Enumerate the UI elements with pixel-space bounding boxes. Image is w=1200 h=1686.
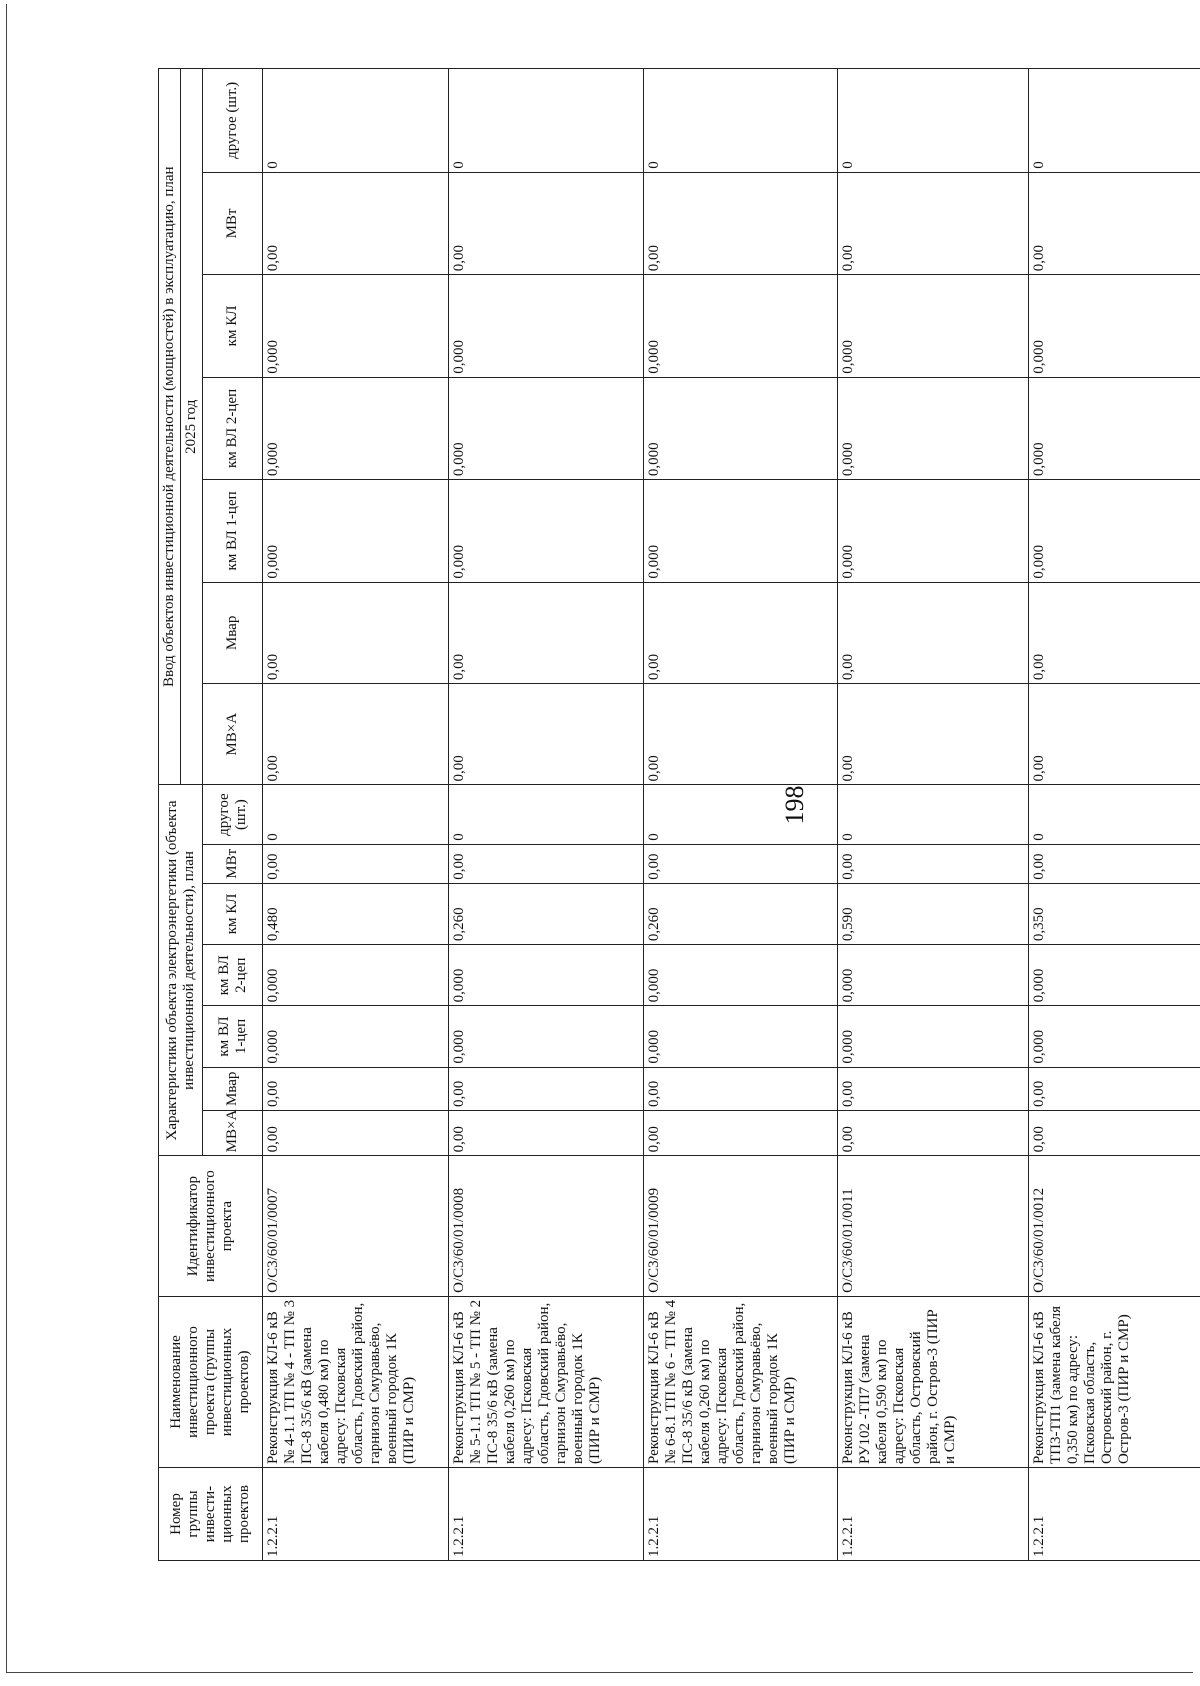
plan-value: 0,000 [643, 480, 837, 582]
characteristic-value: 0 [449, 785, 643, 844]
plan-value: 0,00 [449, 172, 643, 274]
header-characteristics: Характеристики объекта электроэнергетики (объекта инвестиционной деятельности), план [159, 785, 203, 1156]
characteristic-value: 0,000 [1028, 945, 1200, 1006]
characteristic-value: 0,480 [263, 883, 449, 944]
project-name-cell: Реконструкция КЛ-6 кВ РУ102 -ТП7 (замена кабеля 0,590 км) по адресу: Псковская область, Островский район, г. Остров-3 (ПИР и СМР) [837, 1296, 1028, 1467]
characteristic-value: 0,260 [643, 883, 837, 944]
plan-value: 0,00 [1028, 684, 1200, 785]
table-row [643, 69, 837, 1561]
unit-header: км КЛ [203, 275, 263, 377]
identifier-cell: О/С3/60/01/0011 [837, 1156, 1028, 1297]
unit-header: км ВЛ 1-цеп [203, 1006, 263, 1067]
plan-value: 0,00 [263, 582, 449, 683]
group-number-cell: 1.2.2.1 [837, 1468, 1028, 1561]
table-row [837, 69, 1028, 1561]
plan-value: 0,00 [643, 582, 837, 683]
plan-value: 0,000 [1028, 480, 1200, 582]
plan-value: 0,00 [837, 684, 1028, 785]
rotated-table-container [158, 68, 1200, 1561]
characteristic-value: 0,000 [643, 945, 837, 1006]
characteristic-value: 0,00 [837, 844, 1028, 883]
plan-value: 0,00 [837, 582, 1028, 683]
identifier-cell: О/С3/60/01/0007 [263, 1156, 449, 1297]
characteristic-value: 0,00 [449, 1110, 643, 1155]
characteristic-value: 0,00 [1028, 1067, 1200, 1110]
unit-header: другое (шт.) [203, 69, 263, 173]
table-row [263, 69, 449, 1561]
characteristic-value: 0,000 [263, 945, 449, 1006]
characteristic-value: 0 [263, 785, 449, 844]
plan-value: 0,000 [1028, 275, 1200, 377]
header-group-number: Номер группы инвести-ционных проектов [159, 1468, 263, 1561]
characteristic-value: 0,00 [837, 1110, 1028, 1155]
plan-value: 0,00 [1028, 582, 1200, 683]
characteristic-value: 0,00 [837, 1067, 1028, 1110]
plan-value: 0,00 [643, 684, 837, 785]
plan-value: 0 [1028, 69, 1200, 173]
unit-header: км КЛ [203, 883, 263, 944]
project-name-cell: Реконструкция КЛ-6 кВ № 6-8.1 ТП № 6 - ТП № 4 ПС-8 35/6 кВ (замена кабеля 0,260 км) по адресу: Псковская область, Гдовский район, гарнизон Смуравьёво, военный городок 1К (ПИР и СМР) [643, 1296, 837, 1467]
group-number-cell: 1.2.2.1 [263, 1468, 449, 1561]
unit-header: км ВЛ 1-цеп [203, 480, 263, 582]
plan-value: 0,000 [1028, 377, 1200, 479]
characteristic-value: 0,00 [263, 1110, 449, 1155]
unit-header: МВ×А [203, 1110, 263, 1155]
identifier-cell: О/С3/60/01/0009 [643, 1156, 837, 1297]
plan-value: 0,000 [263, 275, 449, 377]
characteristic-value: 0,00 [1028, 844, 1200, 883]
table-row [1028, 69, 1200, 1561]
plan-value: 0,000 [263, 480, 449, 582]
characteristic-value: 0,000 [263, 1006, 449, 1067]
characteristic-value: 0,00 [449, 1067, 643, 1110]
identifier-cell: О/С3/60/01/0012 [1028, 1156, 1200, 1297]
investment-table [158, 68, 1200, 1561]
project-name-cell: Реконструкция КЛ-6 кВ ТП3-ТП1 (замена кабеля 0,350 км) по адресу: Псковская область, Островский район, г. Остров-3 (ПИР и СМР) [1028, 1296, 1200, 1467]
characteristic-value: 0,00 [263, 844, 449, 883]
plan-value: 0 [643, 69, 837, 173]
plan-value: 0,00 [643, 172, 837, 274]
plan-value: 0,000 [449, 480, 643, 582]
plan-value: 0,000 [449, 377, 643, 479]
unit-header: МВт [203, 844, 263, 883]
header-project-name: Наименование инвестиционного проекта (группы инвестиционных проектов) [159, 1296, 263, 1467]
group-number-cell: 1.2.2.1 [643, 1468, 837, 1561]
unit-header: Мвар [203, 582, 263, 683]
plan-value: 0,000 [263, 377, 449, 479]
unit-header: км ВЛ 2-цеп [203, 377, 263, 479]
plan-value: 0,000 [643, 275, 837, 377]
characteristic-value: 0 [837, 785, 1028, 844]
plan-value: 0,000 [643, 377, 837, 479]
characteristic-value: 0,00 [643, 1067, 837, 1110]
characteristic-value: 0,590 [837, 883, 1028, 944]
project-name-cell: Реконструкция КЛ-6 кВ № 4-1.1 ТП № 4 - ТП № 3 ПС-8 35/6 кВ (замена кабеля 0,480 км) по адресу: Псковская область, Гдовский район, гарнизон Смуравьёво, военный городок 1К (ПИР и СМР) [263, 1296, 449, 1467]
header-commissioning: Ввод объектов инвестиционной деятельности (мощностей) в эксплуатацию, план [159, 69, 181, 786]
characteristic-value: 0,000 [643, 1006, 837, 1067]
plan-value: 0,00 [449, 684, 643, 785]
characteristic-value: 0,00 [263, 1067, 449, 1110]
characteristic-value: 0,350 [1028, 883, 1200, 944]
characteristic-value: 0 [643, 785, 837, 844]
unit-header: км ВЛ 2-цеп [203, 945, 263, 1006]
plan-value: 0,00 [263, 684, 449, 785]
plan-value: 0 [449, 69, 643, 173]
table-row [449, 69, 643, 1561]
characteristic-value: 0,000 [449, 945, 643, 1006]
group-number-cell: 1.2.2.1 [1028, 1468, 1200, 1561]
plan-value: 0,00 [449, 582, 643, 683]
plan-value: 0,00 [263, 172, 449, 274]
identifier-cell: О/С3/60/01/0008 [449, 1156, 643, 1297]
plan-value: 0,00 [1028, 172, 1200, 274]
characteristic-value: 0,00 [1028, 1110, 1200, 1155]
header-identifier: Идентификатор инвестиционного проекта [159, 1156, 263, 1297]
plan-value: 0,000 [837, 377, 1028, 479]
plan-value: 0 [263, 69, 449, 173]
characteristic-value: 0,260 [449, 883, 643, 944]
characteristic-value: 0,000 [837, 945, 1028, 1006]
group-number-cell: 1.2.2.1 [449, 1468, 643, 1561]
characteristic-value: 0,00 [449, 844, 643, 883]
plan-value: 0,000 [837, 275, 1028, 377]
characteristic-value: 0,000 [837, 1006, 1028, 1067]
characteristic-value: 0,00 [643, 844, 837, 883]
plan-value: 0,000 [449, 275, 643, 377]
unit-header: Мвар [203, 1067, 263, 1110]
plan-value: 0,000 [837, 480, 1028, 582]
plan-value: 0 [837, 69, 1028, 173]
characteristic-value: 0,000 [1028, 1006, 1200, 1067]
characteristic-value: 0,000 [449, 1006, 643, 1067]
project-name-cell: Реконструкция КЛ-6 кВ № 5-1.1 ТП № 5 - ТП № 2 ПС-8 35/6 кВ (замена кабеля 0,260 км) по адресу: Псковская область, Гдовский район, гарнизон Смуравьёво, военный городок 1К (ПИР и СМР) [449, 1296, 643, 1467]
characteristic-value: 0,00 [643, 1110, 837, 1155]
unit-header: МВ×А [203, 684, 263, 785]
unit-header: МВт [203, 172, 263, 274]
header-year: 2025 год [181, 69, 203, 786]
plan-value: 0,00 [837, 172, 1028, 274]
page-number: 198 [780, 785, 809, 825]
unit-header: другое (шт.) [203, 785, 263, 844]
characteristic-value: 0 [1028, 785, 1200, 844]
